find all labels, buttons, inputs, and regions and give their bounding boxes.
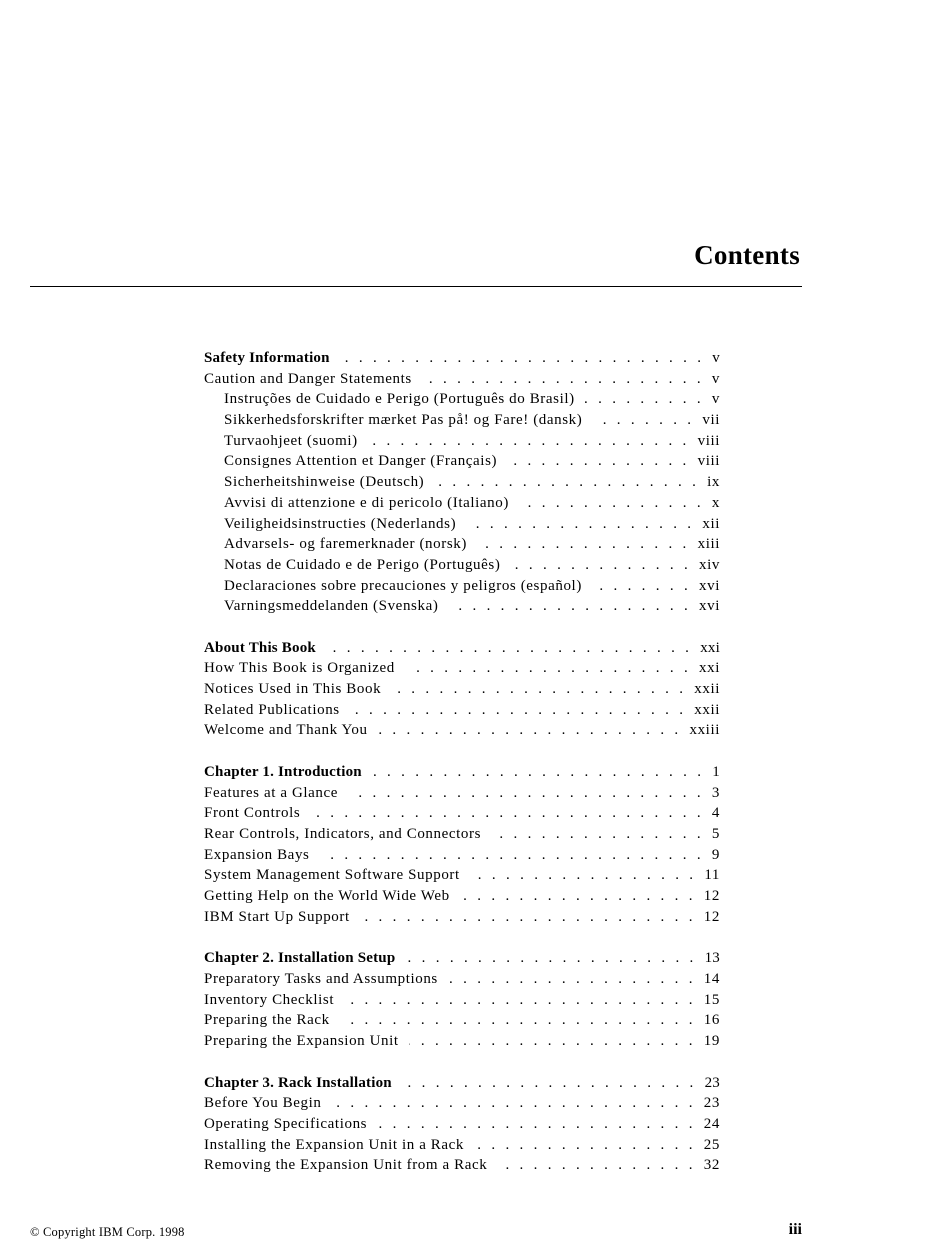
dot-leader [372, 762, 712, 783]
toc-entry-page: xii [702, 515, 720, 532]
toc-entry-title: Chapter 3. Rack Installation [204, 1074, 392, 1091]
toc-entry-title: Chapter 1. Introduction [204, 763, 362, 780]
toc-entry[interactable] [204, 1114, 720, 1135]
toc-entry[interactable] [204, 824, 720, 845]
toc-entry-page: xvi [699, 577, 720, 594]
toc-entry-page: ix [707, 474, 720, 491]
toc-entry[interactable] [204, 1135, 720, 1156]
toc-section [204, 948, 720, 1051]
page-number: iii [788, 1221, 802, 1238]
toc-chapter-entry[interactable] [204, 348, 720, 369]
dot-leader [310, 803, 712, 824]
dot-leader [344, 990, 704, 1011]
toc-section [204, 1073, 720, 1176]
toc-entry-page: 19 [703, 1033, 720, 1050]
dot-leader [332, 1093, 704, 1114]
toc-entry-title: Chapter 2. Installation Setup [204, 950, 396, 967]
dot-leader [377, 1114, 704, 1135]
dot-leader [466, 514, 702, 535]
toc-entry-page: vii [702, 412, 720, 429]
toc-entry-title: Welcome and Thank You [204, 722, 368, 739]
dot-leader [592, 410, 702, 431]
toc-entry-title: Installing the Expansion Unit in a Rack [204, 1136, 465, 1153]
toc-entry-page: 24 [703, 1115, 720, 1132]
dot-leader [474, 1135, 704, 1156]
dot-leader [434, 472, 707, 493]
dot-leader [405, 658, 699, 679]
toc-entry[interactable] [204, 720, 720, 741]
toc-entry-page: 13 [704, 950, 720, 967]
toc-entry-title: How This Book is Organized [204, 660, 395, 677]
toc-entry[interactable] [204, 493, 720, 514]
dot-leader [319, 845, 711, 866]
toc-entry-title: Inventory Checklist [204, 991, 335, 1008]
toc-entry-title: Related Publications [204, 701, 340, 718]
toc-entry-title: Instruções de Cuidado e Perigo (Português do Brasil) [224, 391, 575, 408]
toc-entry[interactable] [204, 886, 720, 907]
dot-leader [519, 493, 712, 514]
dot-leader [368, 431, 698, 452]
toc-entry-title: Removing the Expansion Unit from a Rack [204, 1157, 488, 1174]
toc-entry-page: 4 [711, 805, 720, 822]
dot-leader [477, 534, 698, 555]
toc-entry-page: viii [697, 453, 720, 470]
toc-entry-title: Rear Controls, Indicators, and Connectors [204, 826, 482, 843]
toc-entry-title: Declaraciones sobre precauciones y peligros (español) [224, 577, 582, 594]
toc-entry-title: Advarsels- og faremerknader (norsk) [224, 536, 467, 553]
toc-entry[interactable] [204, 679, 720, 700]
toc-entry[interactable] [204, 534, 720, 555]
dot-leader [507, 451, 697, 472]
toc-entry[interactable] [204, 1010, 720, 1031]
toc-entry[interactable] [204, 969, 720, 990]
toc-entry-title: Before You Begin [204, 1095, 322, 1112]
dot-leader [405, 948, 704, 969]
toc-entry-page: 12 [703, 888, 720, 905]
toc-chapter-entry[interactable] [204, 1073, 720, 1094]
toc-entry-page: 23 [703, 1095, 720, 1112]
toc-section [204, 638, 720, 741]
copyright-notice: © Copyright IBM Corp. 1998 [30, 1225, 185, 1239]
toc-entry-page: 23 [704, 1074, 720, 1091]
toc-entry-page: 9 [711, 846, 720, 863]
toc-entry[interactable] [204, 658, 720, 679]
toc-entry-title: Consignes Attention et Danger (Français) [224, 453, 498, 470]
toc-entry[interactable] [204, 389, 720, 410]
toc-entry-title: Expansion Bays [204, 846, 310, 863]
toc-entry-page: xxii [694, 681, 720, 698]
toc-entry[interactable] [204, 907, 720, 928]
dot-leader [360, 907, 704, 928]
page-title: Contents [694, 240, 800, 270]
toc-chapter-entry[interactable] [204, 762, 720, 783]
toc-entry[interactable] [204, 369, 720, 390]
toc-entry[interactable] [204, 514, 720, 535]
toc-entry-page: x [711, 494, 720, 511]
toc-entry-title: Turvaohjeet (suomi) [224, 432, 358, 449]
toc-entry-title: IBM Start Up Support [204, 908, 350, 925]
toc-entry-page: v [712, 350, 720, 366]
dot-leader [422, 369, 712, 390]
toc-entry-page: 3 [711, 784, 720, 801]
dot-leader [391, 679, 694, 700]
toc-entry[interactable] [204, 803, 720, 824]
table-of-contents [204, 348, 720, 1197]
dot-leader [448, 969, 704, 990]
toc-entry-title: Notas de Cuidado e de Perigo (Português) [224, 556, 501, 573]
dot-leader [378, 720, 690, 741]
toc-entry-title: Preparatory Tasks and Assumptions [204, 970, 438, 987]
dot-leader [326, 638, 700, 659]
dot-leader [402, 1073, 705, 1094]
toc-entry-title: System Management Software Support [204, 867, 460, 884]
dot-leader [592, 576, 699, 597]
dot-leader [409, 1031, 704, 1052]
toc-entry-title: Sicherheitshinweise (Deutsch) [224, 474, 425, 491]
toc-entry-page: 11 [704, 867, 720, 884]
dot-leader [340, 348, 713, 369]
dot-leader [585, 389, 712, 410]
toc-entry-title: Caution and Danger Statements [204, 370, 412, 387]
toc-section [204, 762, 720, 928]
toc-entry[interactable] [204, 451, 720, 472]
toc-entry-page: 14 [703, 970, 720, 987]
toc-entry-page: v [711, 370, 720, 387]
toc-entry[interactable] [204, 576, 720, 597]
toc-entry-page: xxiii [689, 722, 720, 739]
toc-entry-title: Sikkerhedsforskrifter mærket Pas på! og Fare! (dansk) [224, 412, 583, 429]
toc-entry-title: Operating Specifications [204, 1115, 368, 1132]
dot-leader [448, 596, 699, 617]
toc-entry-title: Getting Help on the World Wide Web [204, 888, 450, 905]
toc-entry-title: About This Book [204, 639, 316, 656]
toc-entry-title: Front Controls [204, 805, 301, 822]
toc-entry[interactable] [204, 700, 720, 721]
toc-entry-page: 25 [703, 1136, 720, 1153]
toc-entry[interactable] [204, 1155, 720, 1176]
toc-entry-page: 12 [703, 908, 720, 925]
toc-entry-title: Notices Used in This Book [204, 681, 382, 698]
toc-entry-page: v [711, 391, 720, 408]
dot-leader [497, 1155, 703, 1176]
toc-entry-page: xxi [699, 660, 720, 677]
toc-entry-title: Features at a Glance [204, 784, 339, 801]
toc-entry[interactable] [204, 783, 720, 804]
toc-entry[interactable] [204, 845, 720, 866]
toc-entry-title: Preparing the Rack [204, 1012, 330, 1029]
toc-entry[interactable] [204, 410, 720, 431]
toc-entry[interactable] [204, 990, 720, 1011]
toc-entry-title: Varningsmeddelanden (Svenska) [224, 598, 439, 615]
dot-leader [491, 824, 712, 845]
toc-entry-page: xiv [699, 556, 720, 573]
toc-entry-page: 16 [703, 1012, 720, 1029]
dot-leader [350, 700, 695, 721]
toc-entry-page: xvi [699, 598, 720, 615]
dot-leader [470, 865, 705, 886]
dot-leader [510, 555, 699, 576]
toc-entry[interactable] [204, 472, 720, 493]
toc-entry-title: Safety Information [204, 350, 330, 366]
toc-entry-page: xxi [700, 639, 720, 656]
toc-entry[interactable] [204, 1031, 720, 1052]
toc-entry[interactable] [204, 596, 720, 617]
toc-entry-title: Veiligheidsinstructies (Nederlands) [224, 515, 457, 532]
title-divider [30, 286, 802, 287]
toc-chapter-entry[interactable] [204, 638, 720, 659]
dot-leader [348, 783, 712, 804]
toc-entry-page: 5 [711, 826, 720, 843]
toc-entry[interactable] [204, 1093, 720, 1114]
toc-entry-page: 1 [712, 763, 720, 780]
toc-entry-page: xxii [694, 701, 720, 718]
dot-leader [340, 1010, 704, 1031]
toc-entry-title: Avvisi di attenzione e di pericolo (Italiano) [224, 494, 509, 511]
toc-entry[interactable] [204, 555, 720, 576]
dot-leader [460, 886, 704, 907]
toc-chapter-entry[interactable] [204, 948, 720, 969]
toc-section [204, 348, 720, 617]
toc-entry-page: viii [697, 432, 720, 449]
toc-entry[interactable] [204, 865, 720, 886]
toc-entry-page: xiii [697, 536, 720, 553]
toc-entry-page: 15 [703, 991, 720, 1008]
toc-entry-page: 32 [703, 1157, 720, 1174]
toc-entry[interactable] [204, 431, 720, 452]
toc-entry-title: Preparing the Expansion Unit [204, 1033, 399, 1050]
